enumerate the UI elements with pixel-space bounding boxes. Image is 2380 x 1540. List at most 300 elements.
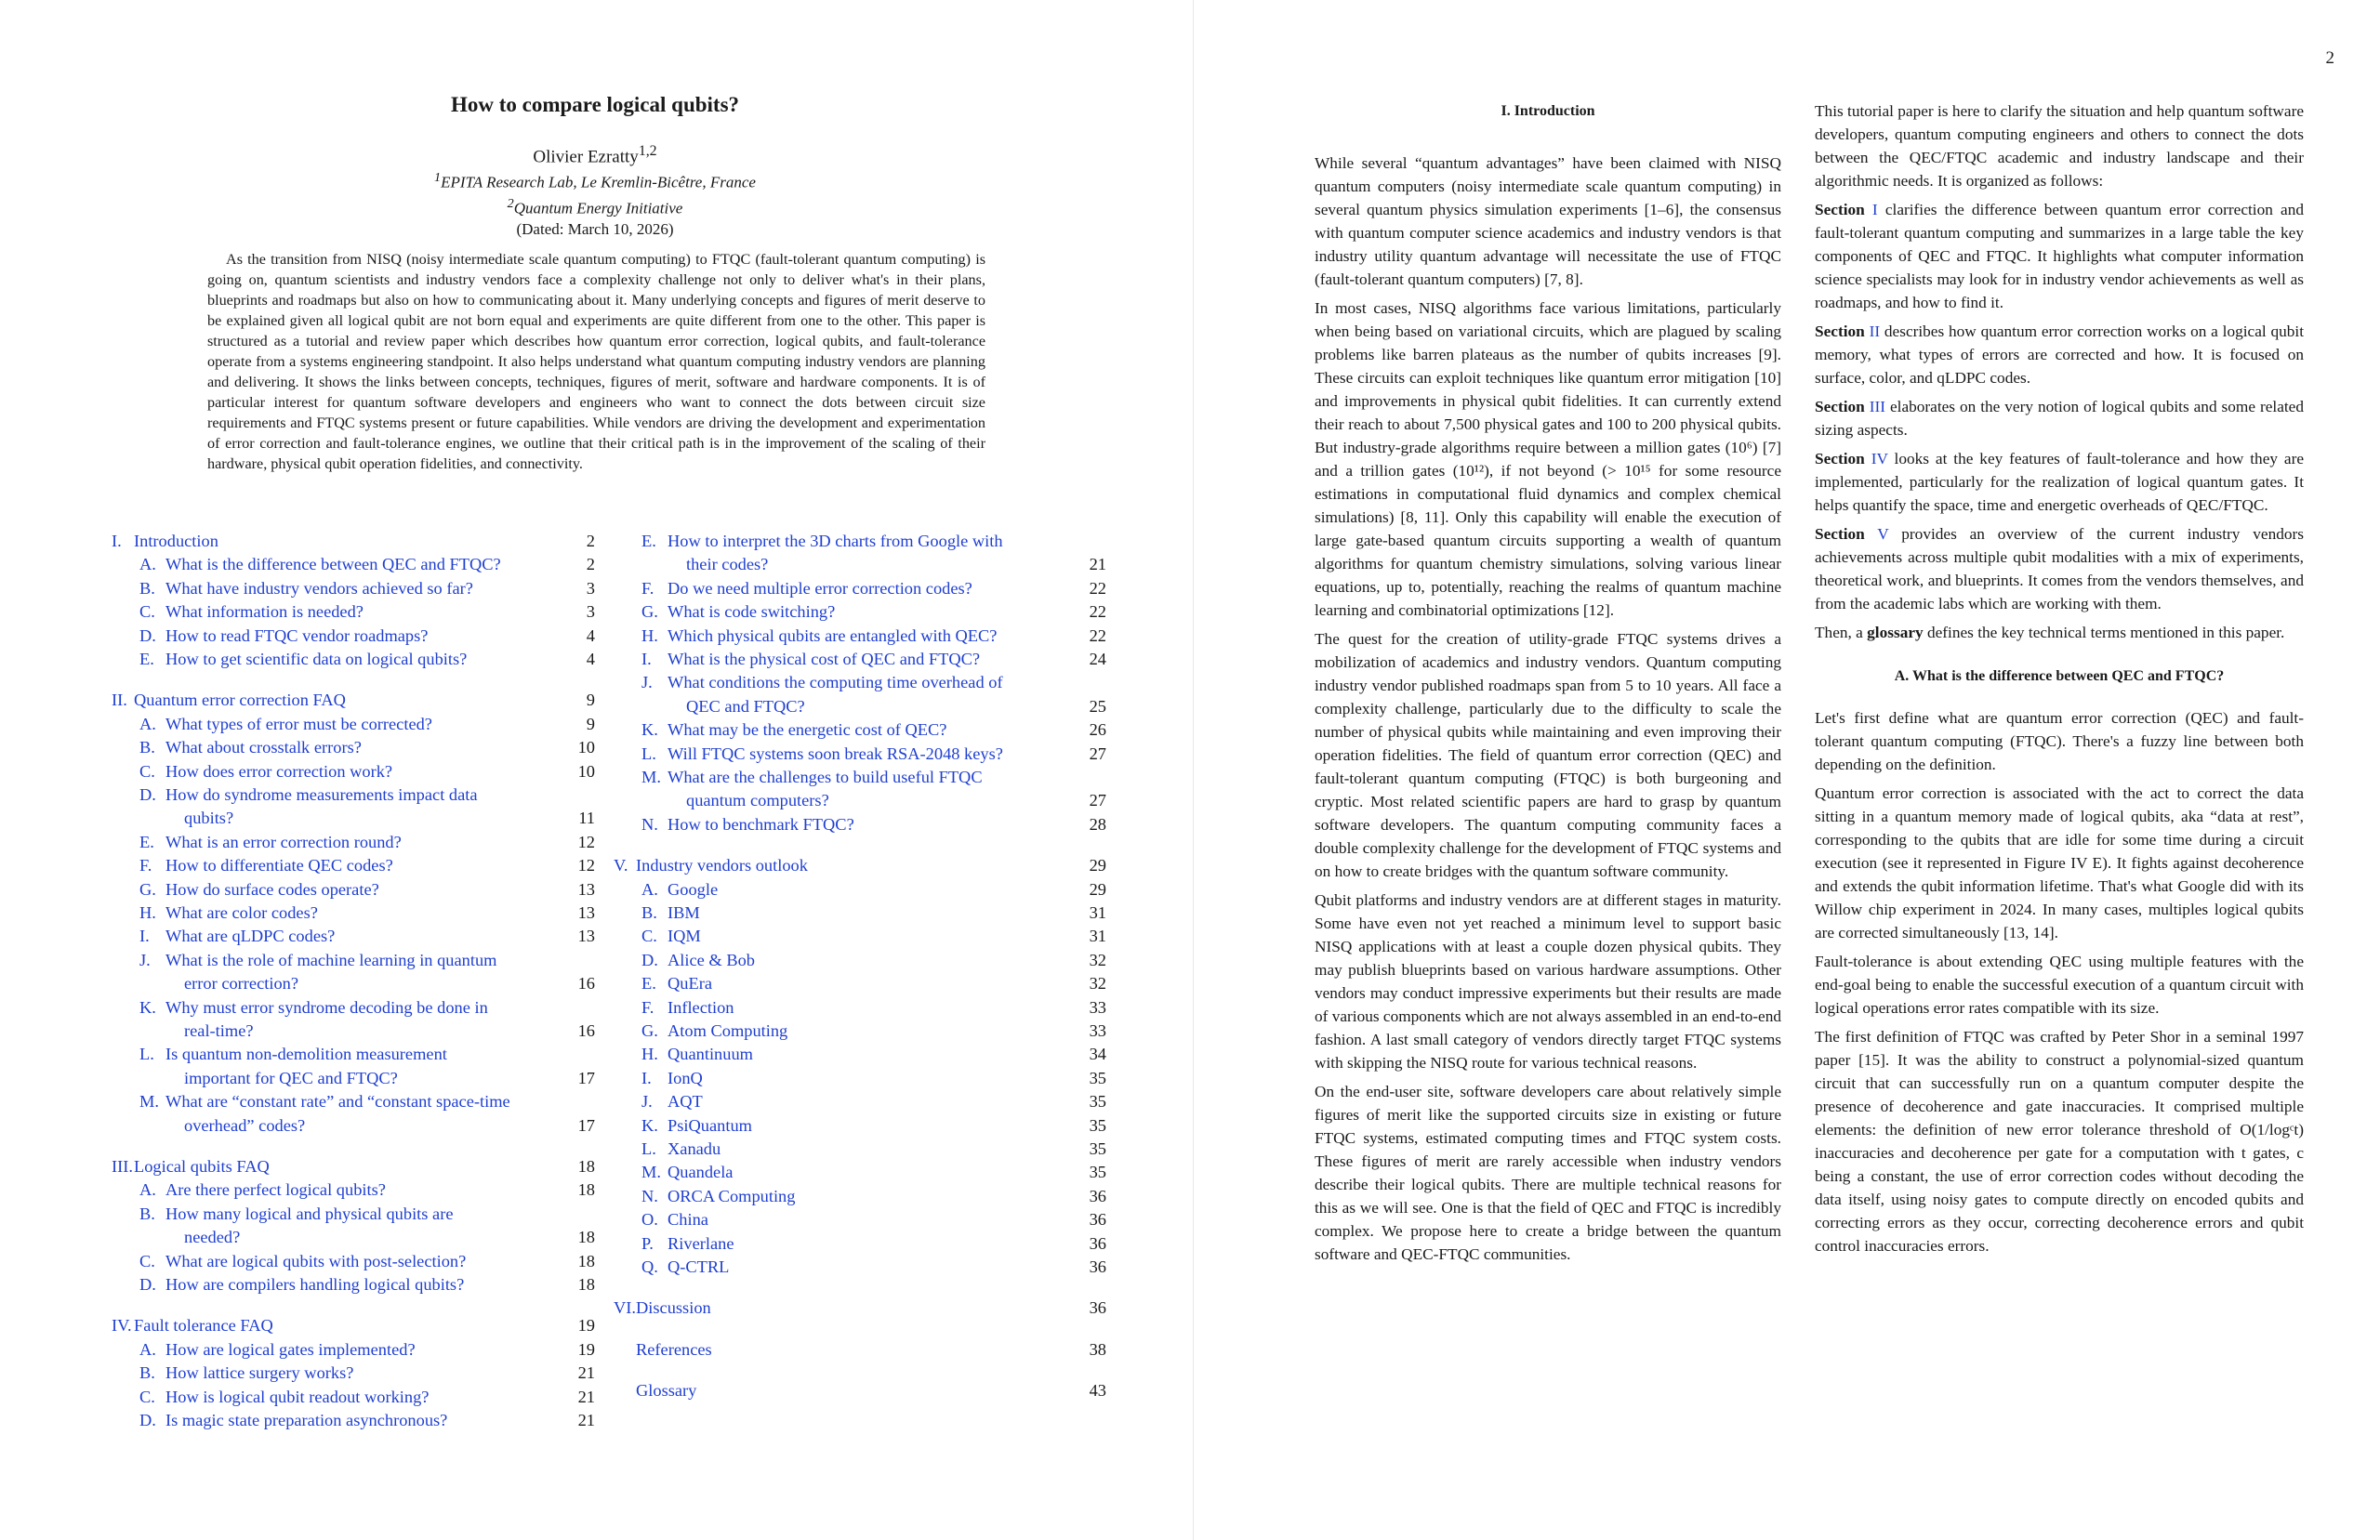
toc-subsection-entry[interactable] (102, 998, 595, 1046)
toc-entry-page: 18 (577, 1180, 595, 1200)
toc-entry-number: V. (614, 856, 628, 875)
toc-entry-page: 22 (1089, 625, 1106, 645)
toc-entry-page: 36 (1089, 1298, 1106, 1318)
right-column-2 (1815, 99, 2304, 1263)
toc-entry-title: How to differentiate QEC codes? (165, 856, 393, 875)
toc-entry-number: I. (641, 1068, 652, 1087)
toc-entry-number: C. (139, 602, 155, 622)
toc-subsection-entry[interactable] (102, 555, 595, 578)
toc-entry-page: 17 (577, 1068, 595, 1087)
toc-entry-page: 13 (577, 879, 595, 899)
affiliation-1-text: EPITA Research Lab, Le Kremlin-Bicêtre, France (441, 173, 756, 191)
toc-entry-page: 13 (577, 927, 595, 946)
toc-entry-number: Q. (641, 1257, 658, 1276)
toc-entry-number: IV. (112, 1316, 132, 1336)
toc-entry-title-continued: error correction? (184, 974, 299, 994)
toc-entry-title: Quandela (668, 1163, 734, 1182)
toc-entry-title: What are logical qubits with post-selection? (165, 1251, 467, 1270)
subsection-paragraph: Fault-tolerance is about extending QEC using multiple features with the end-goal being to enable the successful execution of a quantum circuit with logical operations error rates compatible with its size. (1815, 953, 2304, 1017)
toc-entry-number: O. (641, 1210, 658, 1230)
toc-entry-title: What information is needed? (165, 602, 364, 622)
toc-entry-title: Which physical qubits are entangled with QEC? (668, 625, 998, 645)
toc-subsection-entry[interactable] (102, 715, 595, 738)
toc-entry-page: 3 (586, 602, 595, 622)
toc-subsection-entry[interactable] (604, 768, 1106, 815)
toc-subsection-entry[interactable] (102, 1340, 595, 1363)
toc-entry-page: 25 (1089, 696, 1106, 716)
toc-entry-number: K. (641, 720, 658, 740)
toc-subsection-entry[interactable] (604, 720, 1106, 744)
toc-entry-page: 21 (577, 1387, 595, 1406)
glossary-post: defines the key technical terms mentioned in this paper. (1926, 624, 2285, 641)
toc-entry-number: E. (641, 532, 656, 550)
affiliation-1-sup: 1 (434, 170, 442, 186)
toc-entry-page: 2 (586, 555, 595, 574)
toc-subsection-entry[interactable] (604, 1092, 1106, 1115)
toc-subsection-entry[interactable] (604, 1069, 1106, 1092)
toc-subsection-entry[interactable] (102, 650, 595, 673)
toc-entry-page: 31 (1089, 927, 1106, 946)
toc-entry-title: ORCA Computing (668, 1186, 796, 1205)
toc-entry-page: 29 (1089, 879, 1106, 899)
toc-subsection-entry[interactable] (604, 927, 1106, 950)
introduction-paragraph: On the end-user site, software developers care about relatively simple figures of merit like the supported circuits size in existing or future FTQC systems, estimated computing times and FTQC system costs. These figures of merit are rarely accessible when industry vendors describe their logical qubits. There are multiple technical reasons for this as we will see. One is that the field of QEC and FTQC is incredibly complex. We propose here to create a bridge between the quantum software and QEC-FTQC communities. (1315, 1083, 1781, 1263)
toc-entry-number: N. (641, 814, 658, 834)
toc-subsection-entry[interactable] (102, 579, 595, 602)
author-block (279, 141, 911, 240)
toc-subsection-entry[interactable] (102, 880, 595, 903)
toc-entry-title: Riverlane (668, 1233, 734, 1253)
toc-subsection-entry[interactable] (102, 1180, 595, 1204)
toc-entry-number: N. (641, 1186, 658, 1205)
toc-subsection-entry[interactable] (102, 602, 595, 625)
toc-subsection-entry[interactable] (102, 1275, 595, 1298)
toc-entry-title: How to read FTQC vendor roadmaps? (165, 625, 429, 645)
toc-entry-page: 10 (577, 738, 595, 757)
toc-subsection-entry[interactable] (102, 951, 595, 998)
toc-entry-page: 32 (1089, 974, 1106, 994)
affiliation-2-text: Quantum Energy Initiative (513, 199, 683, 217)
toc-subsection-entry[interactable] (604, 1257, 1106, 1281)
toc-section-entry[interactable] (604, 1298, 1106, 1322)
toc-entry-title: How is logical qubit readout working? (165, 1387, 430, 1406)
toc-entry-title: What may be the energetic cost of QEC? (668, 720, 947, 740)
toc-entry-number: B. (641, 903, 657, 922)
dated-line: (Dated: March 10, 2026) (516, 219, 674, 238)
toc-entry-page: 13 (577, 903, 595, 922)
section-label: Section (1815, 450, 1865, 467)
section-label: Section (1815, 201, 1865, 218)
toc-entry-title-continued: quantum computers? (686, 791, 829, 810)
toc-entry-title: Are there perfect logical qubits? (165, 1180, 386, 1200)
toc-entry-number: C. (139, 1251, 155, 1270)
toc-entry-number: G. (641, 602, 658, 622)
paper-title: How to compare logical qubits? (450, 93, 740, 116)
toc-entry-title: How to benchmark FTQC? (668, 814, 854, 834)
toc-entry-title-continued: real-time? (184, 1020, 254, 1040)
toc-entry-title: Discussion (636, 1298, 711, 1318)
section-ref-link[interactable]: IV (1871, 450, 1888, 467)
glossary-word: glossary (1867, 624, 1924, 641)
toc-entry-number: C. (139, 761, 155, 781)
toc-entry-number: D. (139, 625, 156, 645)
glossary-pre: Then, a (1815, 624, 1863, 641)
toc-entry-number: F. (641, 997, 654, 1017)
toc-entry-number: B. (139, 1204, 155, 1223)
toc-entry-page: 27 (1089, 744, 1106, 763)
toc-entry-page: 2 (586, 532, 595, 550)
toc-entry-page: 16 (577, 974, 595, 994)
toc-subsection-entry[interactable] (604, 626, 1106, 650)
toc-entry-page: 19 (577, 1339, 595, 1359)
toc-entry-title: QuEra (668, 974, 712, 994)
section-summary-text: provides an overview of the current industry vendors achievements across multiple qubit modalities with a mix of experiments, theoretical work, and blueprints. It comes from the vendors themselves, and from the academic labs which are working with them. (1815, 525, 2304, 612)
toc-entry-number: D. (139, 1275, 156, 1294)
toc-entry-page: 26 (1089, 720, 1106, 740)
toc-entry-title: Introduction (134, 532, 218, 550)
toc-entry-number: M. (641, 1163, 661, 1182)
toc-entry-page: 24 (1089, 650, 1106, 668)
introduction-body (1315, 151, 1781, 1266)
toc-entry-number: H. (641, 1045, 658, 1064)
toc-subsection-entry[interactable] (102, 1204, 595, 1252)
toc-entry-title: How many logical and physical qubits are (165, 1204, 454, 1223)
toc-entry-page: 18 (577, 1157, 595, 1176)
toc-entry-number: A. (139, 1180, 156, 1200)
section-list (1815, 198, 2304, 615)
toc-entry-title: What are color codes? (165, 903, 318, 922)
toc-entry-page: 19 (577, 1316, 595, 1336)
toc-entry-page: 10 (577, 761, 595, 781)
toc-entry-page: 27 (1089, 791, 1106, 810)
toc-entry-number: P. (641, 1233, 654, 1253)
introduction-paragraph: Qubit platforms and industry vendors are at different stages in maturity. Some have even not yet reached a minimum level to support basic NISQ applications with at least a couple dozen physical qubits. They may publish blueprints based on various hardware assumptions. Other vendors may conduct impressive experiments but their results are made of various components which are not always assembled in an end-to-end fashion. A last small category of vendors directly target FTQC systems with skipping the NISQ route for various technical reasons. (1315, 891, 1781, 1072)
section-ref-link[interactable]: III (1869, 398, 1885, 415)
toc-entry-number: A. (139, 714, 156, 733)
toc-entry-title: Quantum error correction FAQ (134, 691, 346, 710)
toc-entry-title: How to interpret the 3D charts from Google with (668, 532, 1003, 550)
subsection-heading-qec-ftqc: A. What is the difference between QEC and FTQC? (1894, 668, 2225, 684)
toc-entry-title: What are qLDPC codes? (165, 927, 336, 946)
toc-entry-page: 35 (1089, 1068, 1106, 1087)
toc-entry-title: Xanadu (668, 1139, 721, 1158)
toc-entry-page: 28 (1089, 814, 1106, 834)
toc-subsection-entry[interactable] (604, 951, 1106, 974)
toc-entry-number: VI. (614, 1298, 637, 1318)
toc-entry-title: IonQ (668, 1068, 703, 1087)
toc-subsection-entry[interactable] (604, 602, 1106, 625)
toc-subsection-entry[interactable] (604, 815, 1106, 838)
toc-entry-title: How do syndrome measurements impact data (165, 785, 478, 804)
glossary-paragraph (1815, 621, 2304, 644)
toc-subsection-entry[interactable] (102, 1092, 595, 1139)
toc-entry-title: China (668, 1210, 708, 1230)
section-label: Section (1815, 525, 1865, 543)
toc-subsection-entry[interactable] (102, 856, 595, 879)
toc-entry-number: J. (139, 950, 151, 969)
toc-entry-title-continued: needed? (184, 1228, 241, 1247)
introduction-paragraph: The quest for the creation of utility-grade FTQC systems drives a mobilization of academics and industry vendors. Quantum computing industry vendor published roadmaps span from 5 to 10 years. All face a complexity challenge, particularly due to the difficulty to scale the number of physical qubits while maintaining and even improving their operation fidelities. The field of quantum error correction (QEC) and fault-tolerant quantum computing (FTQC) is both burgeoning and cryptic. Most related scientific papers are hard to grasp by quantum software developers. The quantum computing community faces a double complexity challenge for the development of FTQC systems and on how to create bridges with the quantum software community. (1315, 630, 1781, 880)
section-summary-text: looks at the key features of fault-tolerance and how they are implemented, particularly for the realization of logical quantum gates. It helps quantify the space, time and energetic overheads of QEC/FTQC. (1815, 450, 2305, 514)
toc-entry-number: L. (641, 1139, 656, 1158)
toc-entry-number: D. (641, 950, 658, 969)
toc-entry-number: K. (641, 1115, 658, 1135)
toc-entry-page: 21 (577, 1411, 595, 1429)
toc-entry-title: References (636, 1339, 712, 1359)
toc-entry-title-continued: important for QEC and FTQC? (184, 1068, 398, 1087)
toc-entry-number: A. (139, 555, 156, 574)
author-superscript: 1,2 (638, 143, 657, 159)
toc-entry-title-continued: QEC and FTQC? (686, 696, 805, 716)
introduction-paragraph: In most cases, NISQ algorithms face various limitations, particularly when being based on variational circuits, which are plagued by scaling problems like barren plateaus as the number of qubits increases [9]. These circuits can exploit techniques like quantum error mitigation [10] and improvements in physical qubit fidelities. It can currently extend their reach to about 7,500 physical gates and 100 to 200 physical qubits. But industry-grade algorithms require between a million gates (10⁶) [7] and a trillion gates (10¹²), if not beyond (> 10¹⁵ for some resource estimations in computational fluid dynamics and complex chemical simulations) [8, 11]. Only this capability will enable the execution of large gate-based quantum circuits supporting a wealth of quantum algorithms for quantum chemistry simulations, solving various linear equations, up to, potentially, reaching the realms of quantum machine learning and combinatorial optimizations [12]. (1315, 299, 1781, 619)
toc-entry-title: How are compilers handling logical qubits? (165, 1275, 465, 1294)
toc-entry-number: G. (139, 879, 156, 899)
section-ref-link[interactable]: II (1869, 322, 1881, 340)
toc-subsection-entry[interactable] (604, 1187, 1106, 1210)
toc-subsection-entry[interactable] (102, 1045, 595, 1092)
toc-entry-title: How lattice surgery works? (165, 1363, 354, 1383)
toc-subsection-entry[interactable] (604, 1139, 1106, 1163)
toc-subsection-entry[interactable] (102, 785, 595, 833)
toc-entry-page: 36 (1089, 1186, 1106, 1205)
toc-subsection-entry[interactable] (604, 579, 1106, 602)
toc-subsection-entry[interactable] (102, 626, 595, 650)
toc-subsection-entry[interactable] (604, 532, 1106, 579)
toc-entry-number: F. (139, 856, 152, 875)
toc-entry-page: 11 (578, 809, 595, 828)
toc-entry-page: 35 (1089, 1139, 1106, 1158)
toc-entry-number: E. (641, 974, 656, 994)
toc-entry-page: 9 (586, 691, 595, 710)
toc-entry-number: J. (641, 673, 653, 692)
toc-entry-title: What is the role of machine learning in quantum (165, 950, 497, 969)
section-summary-paragraph (1815, 447, 2304, 517)
toc-entry-title: Atom Computing (668, 1021, 788, 1040)
toc-subsection-entry[interactable] (604, 1163, 1106, 1186)
toc-entry-page: 33 (1089, 997, 1106, 1017)
toc-entry-page: 12 (577, 856, 595, 875)
toc-entry-page: 36 (1089, 1257, 1106, 1276)
toc-section-entry[interactable] (102, 1316, 595, 1339)
toc-entry-page: 16 (577, 1020, 595, 1040)
section-summary-text: elaborates on the very notion of logical qubits and some related sizing aspects. (1815, 398, 2304, 439)
toc-entry-title: Alice & Bob (668, 950, 755, 969)
section-summary-text: describes how quantum error correction works on a logical qubit memory, what types of errors are corrected and how. It is focused on surface, color, and qLDPC codes. (1815, 322, 2305, 387)
toc-entry-title: How do surface codes operate? (165, 879, 379, 899)
toc-entry-title: Inflection (668, 997, 734, 1017)
toc-subsection-entry[interactable] (102, 927, 595, 950)
toc-entry-page: 9 (586, 714, 595, 733)
toc-entry-number: I. (641, 650, 652, 668)
toc-entry-page: 36 (1089, 1210, 1106, 1230)
right-page (1193, 0, 2380, 1540)
toc-entry-title: What are the challenges to build useful FTQC (668, 768, 983, 786)
section-ref-link[interactable]: V (1877, 525, 1889, 543)
toc-entry-page: 22 (1089, 578, 1106, 598)
toc-entry-title: What types of error must be corrected? (165, 714, 432, 733)
toc-entry-page: 35 (1089, 1115, 1106, 1135)
toc-entry-number: H. (139, 903, 156, 922)
toc-subsection-entry[interactable] (102, 738, 595, 761)
toc-entry-number: E. (139, 650, 154, 668)
toc-entry-title: PsiQuantum (668, 1115, 752, 1135)
section-label: Section (1815, 322, 1865, 340)
toc-subsection-entry[interactable] (604, 744, 1106, 768)
toc-entry-number: F. (641, 578, 654, 598)
toc-entry-number: J. (641, 1092, 653, 1112)
toc-entry-page: 18 (577, 1251, 595, 1270)
toc-subsection-entry[interactable] (604, 1116, 1106, 1139)
toc-entry-number: D. (139, 785, 156, 804)
toc-entry-page: 31 (1089, 903, 1106, 922)
toc-entry-page: 21 (1089, 555, 1106, 574)
toc-entry-title: Industry vendors outlook (636, 856, 808, 875)
subsection-paragraph: Quantum error correction is associated with the act to correct the data sitting in a quantum memory made of logical qubits, aka “data at rest”, corresponding to the qubits that are idle for some time during a circuit execution (see it represented in Figure IV E). It fights against decoherence and extends the qubit information lifetime. That's what Google did with its Willow chip experiment in 2024. In many cases, multiples logical qubits are corrected simultaneously [13, 14]. (1815, 784, 2304, 941)
toc-entry-page: 22 (1089, 602, 1106, 622)
toc-subsection-entry[interactable] (102, 1363, 595, 1387)
toc-entry-title: IQM (668, 927, 701, 946)
toc-entry-title: What is an error correction round? (165, 832, 402, 851)
section-ref-link[interactable]: I (1871, 201, 1878, 218)
toc-entry-number: A. (139, 1339, 156, 1359)
toc-entry-page: 18 (577, 1275, 595, 1294)
toc-entry-title: AQT (668, 1092, 703, 1112)
introduction-paragraph: While several “quantum advantages” have been claimed with NISQ quantum computers (noisy intermediate scale quantum computing) in several quantum physics simulation experiments [1–6], the consensus with quantum computer science academics and industry vendors is that industry utility quantum advantage will necessitate the use of FTQC (fault-tolerant quantum computers) [7, 8]. (1315, 154, 1781, 288)
toc-entry-page: 21 (577, 1363, 595, 1383)
toc-entry-number: II. (112, 691, 127, 710)
toc-entry-number: III. (112, 1157, 133, 1176)
toc-entry-title: Why must error syndrome decoding be done in (165, 997, 488, 1017)
toc-subsection-entry[interactable] (604, 998, 1106, 1021)
section-label: Section (1815, 398, 1865, 415)
toc-entry-page: 29 (1089, 856, 1106, 875)
toc-subsection-entry[interactable] (102, 1252, 595, 1275)
toc-section-entry[interactable] (102, 1157, 595, 1180)
toc-entry-number: L. (139, 1045, 154, 1064)
toc-entry-number: B. (139, 1363, 155, 1383)
toc-entry-number: K. (139, 997, 156, 1017)
toc-entry-title: What is the physical cost of QEC and FTQC? (668, 650, 981, 668)
toc-subsection-entry[interactable] (604, 1021, 1106, 1045)
toc-section-entry[interactable] (604, 1381, 1106, 1404)
toc-subsection-entry[interactable] (102, 833, 595, 856)
toc-entry-title-continued: their codes? (686, 555, 769, 574)
toc-entry-page: 4 (586, 625, 595, 645)
toc-entry-title: Is quantum non-demolition measurement (165, 1045, 447, 1064)
toc-entry-page: 35 (1089, 1163, 1106, 1182)
toc-entry-number: A. (641, 879, 658, 899)
toc-entry-title: Google (668, 879, 719, 899)
toc-entry-page: 35 (1089, 1092, 1106, 1112)
toc-entry-page: 32 (1089, 950, 1106, 969)
toc-entry-page: 36 (1089, 1233, 1106, 1253)
toc-entry-page: 4 (586, 650, 595, 668)
toc-subsection-entry[interactable] (604, 1210, 1106, 1233)
toc-entry-number: C. (641, 927, 657, 946)
subsection-paragraph: Let's first define what are quantum error correction (QEC) and fault-tolerant quantum computing (FTQC). There's a fuzzy line between both depending on the definition. (1815, 709, 2304, 773)
toc-entry-title: What about crosstalk errors? (165, 738, 362, 757)
right-column-1 (1315, 99, 1781, 1271)
toc-section-entry[interactable] (604, 856, 1106, 879)
affiliation-1 (279, 167, 911, 193)
affiliation-2-sup: 2 (507, 195, 514, 211)
author-line (279, 141, 911, 167)
section-summary-paragraph (1815, 395, 2304, 441)
toc-section-entry[interactable] (604, 1340, 1106, 1363)
toc-subsection-entry[interactable] (604, 903, 1106, 927)
toc-entry-title: Fault tolerance FAQ (134, 1316, 273, 1336)
abstract: As the transition from NISQ (noisy intermediate scale quantum computing) to FTQC (fault-tolerant quantum computing) is going on, quantum scientists and industry vendors face a complexity challenge not only to deliver what's in their plans, blueprints and roadmaps but also on how to communicating about it. Many underlying concepts and figures of merit deserve to be explained given all logical qubit are not born equal and experiments are quite different from one to the other. This paper is structured as a tutorial and review paper which describes how quantum error correction, logical qubits, and fault-tolerance operate from a systems engineering standpoint. It also helps understand what quantum computing industry vendors are planning and delivering. It shows the links between concepts, techniques, figures of merit, software and hardware components. It is of particular interest for quantum software developers and engineers who want to connect the dots between circuit size requirements and FTQC systems present or future capabilities. While vendors are driving the development and experimentation of error correction and fault-tolerance engines, we outline that their critical path is in the improvement of the scaling of their hardware, physical qubit operation fidelities, and connectivity. (207, 251, 985, 472)
toc-entry-page: 38 (1089, 1339, 1106, 1359)
toc-subsection-entry[interactable] (604, 650, 1106, 673)
toc-entry-title: How are logical gates implemented? (165, 1339, 416, 1359)
toc-subsection-entry[interactable] (604, 880, 1106, 903)
toc-entry-title: Logical qubits FAQ (134, 1157, 270, 1176)
toc-entry-number: M. (641, 768, 661, 786)
toc-entry-number: C. (139, 1387, 155, 1406)
toc-entry-number: B. (139, 738, 155, 757)
toc-entry-page: 18 (577, 1228, 595, 1247)
toc-entry-title: Quantinuum (668, 1045, 753, 1064)
toc-entry-number: B. (139, 578, 155, 598)
section-summary-text: clarifies the difference between quantum error correction and fault-tolerant quantum computing and summarizes in a large table the key components of QEC and FTQC. It highlights what computer information science specialists may look for in industry vendor achievements as well as roadmaps, and how to find it. (1815, 201, 2304, 311)
toc-entry-page: 43 (1089, 1381, 1106, 1401)
toc-entry-page: 12 (577, 832, 595, 851)
toc-entry-page: 17 (577, 1115, 595, 1135)
toc-entry-title: Do we need multiple error correction codes? (668, 578, 972, 598)
toc-entry-number: L. (641, 744, 656, 763)
toc-entry-number: E. (139, 832, 154, 851)
toc-entry-title: What have industry vendors achieved so far? (165, 578, 473, 598)
tutorial-intro-paragraph: This tutorial paper is here to clarify the situation and help quantum software developers, quantum computing engineers and others to connect the dots between the QEC/FTQC academic and industry landscape and their algorithmic needs. It is organized as follows: (1815, 102, 2304, 190)
section-summary-paragraph (1815, 320, 2304, 389)
toc-entry-title: What is code switching? (668, 602, 836, 622)
toc-subsection-entry[interactable] (102, 762, 595, 785)
section-summary-paragraph (1815, 198, 2304, 314)
toc-subsection-entry[interactable] (102, 1411, 595, 1434)
toc-entry-title: How to get scientific data on logical qubits? (165, 650, 468, 668)
toc-entry-number: I. (139, 927, 150, 946)
toc-entry-number: G. (641, 1021, 658, 1040)
toc-entry-page: 34 (1089, 1045, 1106, 1064)
toc-subsection-entry[interactable] (604, 1234, 1106, 1257)
toc-entry-title: Will FTQC systems soon break RSA-2048 keys? (668, 744, 1003, 763)
toc-entry-page: 33 (1089, 1021, 1106, 1040)
toc-subsection-entry[interactable] (604, 673, 1106, 720)
toc-entry-title-continued: overhead” codes? (184, 1115, 306, 1135)
toc-entry-number: H. (641, 625, 658, 645)
toc-section-entry[interactable] (102, 691, 595, 714)
toc-entry-title: Is magic state preparation asynchronous? (165, 1411, 448, 1429)
toc-entry-title: What conditions the computing time overhead of (668, 673, 1003, 692)
toc-subsection-entry[interactable] (102, 1388, 595, 1411)
toc-subsection-entry[interactable] (604, 1045, 1106, 1068)
toc-entry-title-continued: qubits? (184, 809, 234, 828)
subsection-body (1815, 706, 2304, 1257)
toc-subsection-entry[interactable] (604, 974, 1106, 997)
toc-entry-title: What is the difference between QEC and FTQC? (165, 555, 501, 574)
affiliation-2 (279, 193, 911, 219)
toc-subsection-entry[interactable] (102, 903, 595, 927)
section-heading-introduction: I. Introduction (1501, 103, 1595, 119)
toc-section-entry[interactable] (102, 532, 595, 555)
toc-entry-number: M. (139, 1092, 159, 1112)
toc-entry-title: IBM (668, 903, 700, 922)
toc-entry-page: 3 (586, 578, 595, 598)
toc-entry-title: Q-CTRL (668, 1257, 730, 1276)
section-summary-paragraph (1815, 522, 2304, 615)
toc-entry-number: D. (139, 1411, 156, 1429)
